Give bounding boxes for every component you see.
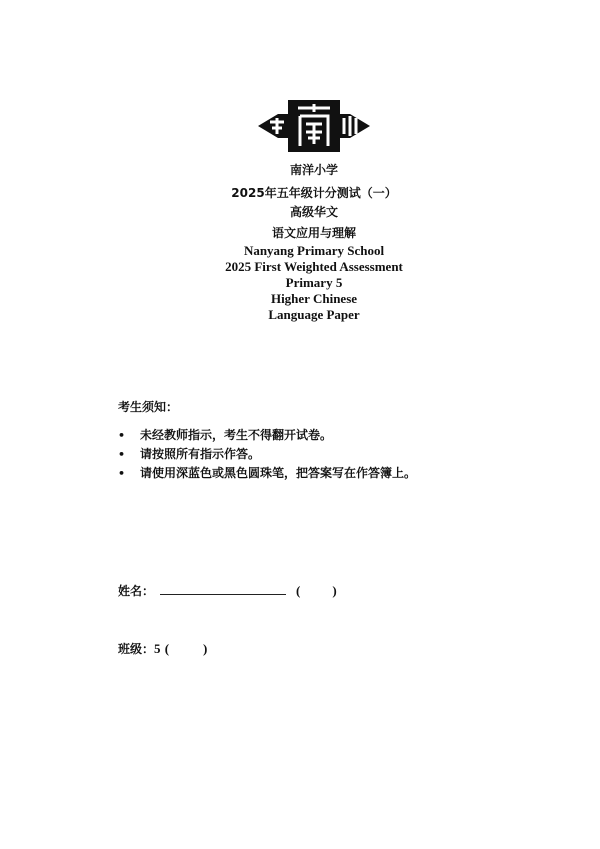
instructions-list: [118, 426, 416, 483]
level-en: Primary 5: [285, 275, 343, 290]
name-open-paren: (: [296, 583, 301, 598]
name-write-line[interactable]: [160, 582, 286, 595]
bullet-icon: •: [118, 429, 126, 442]
instructions-heading: 考生须知：: [118, 400, 179, 414]
class-value: 5: [154, 641, 161, 656]
class-label: 班级：: [118, 642, 155, 656]
assessment-title-en: 2025 First Weighted Assessment: [225, 259, 403, 274]
class-field: [118, 640, 207, 657]
paper-title-cn: 语文应用与理解: [271, 226, 356, 240]
class-close-paren: ): [203, 641, 208, 656]
name-close-paren: ): [332, 583, 337, 598]
school-logo: [258, 98, 370, 154]
subject-cn: 高级华文: [289, 205, 338, 219]
name-label: 姓名：: [118, 584, 155, 598]
school-name-cn: 南洋小学: [289, 163, 338, 177]
paper-title-en: Language Paper: [268, 307, 360, 322]
assessment-title-cn: 2025年五年级计分测试（一）: [231, 186, 397, 200]
instruction-text: 请使用深蓝色或黑色圆珠笔，把答案写在作答簿上。: [140, 466, 417, 480]
instruction-item: [118, 426, 416, 445]
class-open-paren: (: [164, 641, 170, 656]
name-field: [118, 582, 337, 599]
bullet-icon: •: [118, 467, 126, 480]
bullet-icon: •: [118, 448, 126, 461]
school-name-en: Nanyang Primary School: [243, 243, 385, 258]
instruction-text: 未经教师指示，考生不得翻开试卷。: [140, 428, 333, 442]
instruction-item: [118, 464, 416, 483]
candidate-instructions: [118, 398, 416, 483]
subject-en: Higher Chinese: [270, 291, 358, 306]
instruction-item: [118, 445, 416, 464]
instruction-text: 请按照所有指示作答。: [140, 447, 261, 461]
